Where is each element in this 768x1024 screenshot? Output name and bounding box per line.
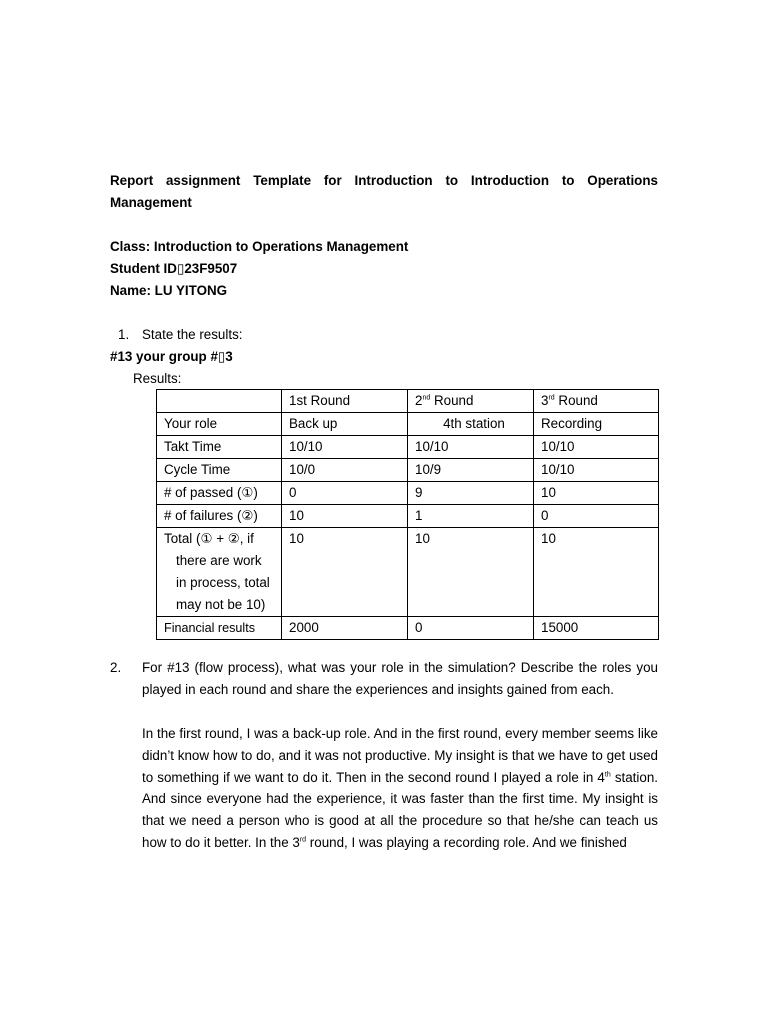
student-id-line: Student ID▯23F9507	[110, 261, 238, 276]
row-value-round3: 15000	[534, 617, 659, 640]
answer-sup1: th	[604, 771, 611, 779]
row-value-round2: 1	[408, 505, 534, 528]
section1-number: 1.	[118, 327, 130, 342]
header-round2-sup: nd	[422, 394, 431, 402]
row-label-cont: may not be 10)	[176, 597, 266, 612]
row-value-round2: 9	[408, 482, 534, 505]
row-value-round3: 10/10	[534, 459, 659, 482]
table-row	[157, 413, 659, 436]
row-label: Cycle Time	[157, 459, 282, 482]
row-value-round1: 10/0	[282, 459, 408, 482]
answer-sup2: rd	[299, 836, 307, 844]
row-label: Total (① + ②, if	[164, 531, 254, 546]
results-label: Results:	[133, 371, 182, 386]
row-value-round2: 4th station	[408, 413, 534, 436]
section2-number: 2.	[110, 660, 122, 675]
section2-answer	[142, 723, 658, 854]
header-round2-rest: Round	[430, 393, 474, 408]
section2-question: For #13 (flow process), what was your role in the simulation? Describe the roles you played in each round and share the experiences and insights gained from each.	[142, 660, 658, 697]
row-value-round1: 0	[282, 482, 408, 505]
row-label-cont: there are work	[176, 553, 262, 568]
row-label-cont: in process, total	[176, 575, 270, 590]
section1-heading: State the results:	[142, 327, 243, 342]
group-line: #13 your group #▯3	[110, 349, 233, 364]
row-value-round2: 10/10	[408, 436, 534, 459]
answer-text-part2: station. And since everyone had the experience, it was faster than the first time. My insight is that we need a person who is good at all the procedure so that he/she can teach us how to do it better. In the 3	[142, 769, 658, 850]
table-row	[157, 482, 659, 505]
table-row	[157, 528, 659, 617]
row-label: Takt Time	[157, 436, 282, 459]
row-value-round1: 10	[282, 528, 408, 617]
results-table	[156, 389, 659, 640]
row-value-round1: Back up	[282, 413, 408, 436]
row-value-round3: 0	[534, 505, 659, 528]
header-round1: 1st Round	[282, 390, 408, 413]
row-label-multiline	[157, 528, 282, 617]
row-value-round3: 10/10	[534, 436, 659, 459]
row-value-round2: 10/9	[408, 459, 534, 482]
class-line: Class: Introduction to Operations Management	[110, 239, 409, 254]
header-round2	[408, 390, 534, 413]
table-row	[157, 617, 659, 640]
name-line: Name: LU YITONG	[110, 283, 228, 298]
row-label: Financial results	[157, 617, 282, 640]
table-corner-cell	[157, 390, 282, 413]
header-round3-rest: Round	[554, 393, 598, 408]
report-title-line2: Management	[110, 195, 192, 210]
row-label: # of passed (①)	[157, 482, 282, 505]
header-round3-sup: rd	[548, 394, 555, 402]
answer-text-part3: round, I was playing a recording role. And we finished	[306, 834, 627, 850]
table-row	[157, 459, 659, 482]
row-value-round1: 10	[282, 505, 408, 528]
row-value-round3: 10	[534, 528, 659, 617]
row-label: Your role	[157, 413, 282, 436]
header-round3	[534, 390, 659, 413]
table-header-row	[157, 390, 659, 413]
row-label: # of failures (②)	[157, 505, 282, 528]
row-value-round1: 2000	[282, 617, 408, 640]
row-value-round1: 10/10	[282, 436, 408, 459]
row-value-round3: 10	[534, 482, 659, 505]
table-row	[157, 436, 659, 459]
answer-text-part1: In the first round, I was a back-up role. And in the first round, every member seems like didn’t know how to do, and it was not productive. My insight is that we have to get used to something if we want to do it. Then in the second round I played a role in 4	[142, 726, 658, 785]
table-row	[157, 505, 659, 528]
row-value-round2: 10	[408, 528, 534, 617]
header-round3-base: 3	[541, 393, 549, 408]
report-title-line1: Report assignment Template for Introduction to Introduction to Operations	[110, 173, 658, 188]
row-value-round3: Recording	[534, 413, 659, 436]
header-round2-base: 2	[415, 393, 423, 408]
row-value-round2: 0	[408, 617, 534, 640]
